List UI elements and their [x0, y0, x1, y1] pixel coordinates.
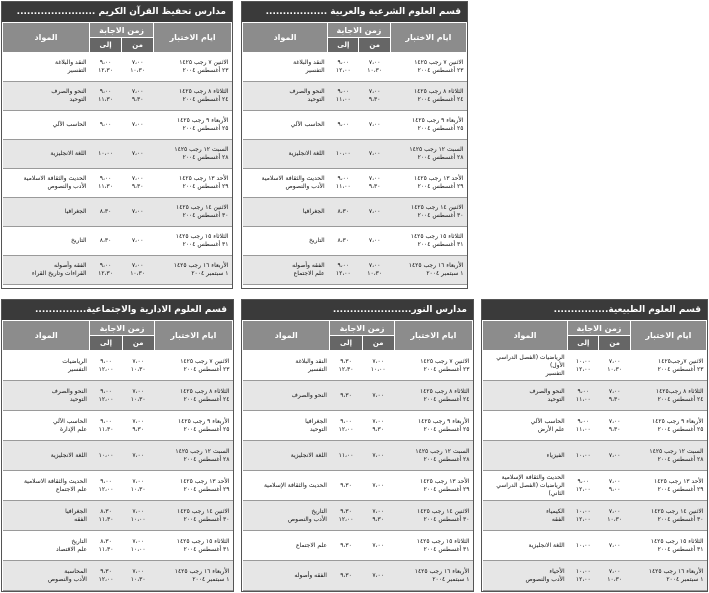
start-time-cell: ٧،٠٠ ٩،٠٠ [599, 471, 630, 501]
end-time-cell: ٩،٣٠ ١٢،٠٠ [330, 501, 362, 531]
exam-day-cell: السبت ١٢ رجب ١٤٢٥ ٢٨ أغسطس ٢٠٠٤ [154, 140, 232, 169]
end-time-cell: ٩،٠٠ ١١،٠٠ [568, 381, 599, 411]
subject-cell: النحو والصرف التوحيد [483, 381, 568, 411]
exam-day-cell: الأحد ١٣ رجب ١٤٢٥ ٢٩ أغسطس ٢٠٠٤ [394, 471, 472, 501]
subject-cell: اللغة الانجليزية [483, 531, 568, 561]
end-time-cell: ٩،٠٠ ١٢،٠٠ [90, 381, 122, 411]
subject-cell: علم الاجتماع [243, 531, 330, 561]
panel-natural-sciences [481, 299, 708, 592]
start-time-cell: ٧،٠٠ [599, 531, 630, 561]
start-time-cell: ٧،٠٠ ١٠،٣٠ [122, 53, 154, 82]
subject-cell: اللغة الانجليزية [3, 140, 90, 169]
table-row [483, 501, 707, 531]
table-row [243, 53, 467, 82]
from-header: من [122, 38, 154, 53]
end-time-cell: ٨،٣٠ ١١،٣٠ [90, 501, 122, 531]
end-time-cell: ٩،٠٠ ١١،٠٠ [328, 169, 359, 198]
subjects-header: المواد [243, 23, 328, 53]
start-time-cell: ٧،٠٠ ٩،٣٠ [359, 169, 390, 198]
start-time-cell: ٧،٠٠ ٩،٣٠ [122, 411, 154, 441]
subject-cell: الفيزياء [483, 441, 568, 471]
from-header: من [599, 336, 630, 351]
exam-day-cell: الاثنين ٧ رجب ١٤٢٥ ٢٣ أغسطس ٢٠٠٤ [390, 53, 466, 82]
days-header: ايام الاختبار [154, 321, 232, 351]
subject-cell: الحديث والثقافة الاسلامية علم الاجتماع [3, 471, 90, 501]
exam-day-cell: الثلاثاء ٨ رجب١٤٢٥ ٢٤ أغسطس ٢٠٠٤ [630, 381, 706, 411]
end-time-cell: ٨،٣٠ [328, 227, 359, 256]
end-time-cell: ١٠،٠٠ ١٢،٠٠ [568, 351, 599, 381]
start-time-cell: ٧،٠٠ ١٠،٠٠ [122, 531, 154, 561]
start-time-cell: ٧،٠٠ ١٠،٣٠ [359, 256, 390, 285]
panel-title: قسم العلوم الشرعية والعربية .................. [242, 2, 467, 22]
table-row [3, 501, 233, 531]
start-time-cell: ٧،٠٠ [599, 441, 630, 471]
table-row [243, 561, 473, 591]
schedule-table [2, 22, 232, 285]
start-time-cell: ٧،٠٠ [362, 381, 394, 411]
table-row [3, 411, 233, 441]
start-time-cell: ٧،٠٠ [359, 140, 390, 169]
end-time-cell: ١٠،٠٠ [328, 140, 359, 169]
to-header: إلى [330, 336, 362, 351]
subject-cell: الفقه وأصوله علم الاجتماع [243, 256, 328, 285]
start-time-cell: ٧،٠٠ [122, 198, 154, 227]
subject-cell: النحو والصرف التوحيد [243, 82, 328, 111]
exam-day-cell: السبت ١٢ رجب ١٤٢٥ ٢٨ أغسطس ٢٠٠٤ [394, 441, 472, 471]
panel-title: قسم العلوم الطبيعية................ [482, 300, 707, 320]
exam-day-cell: الأربعاء ١٦ رجب ١٤٢٥ ١ سبتمبر ٢٠٠٤ [154, 256, 232, 285]
start-time-cell: ٧،٠٠ ٩،٣٠ [599, 411, 630, 441]
exam-day-cell: الاثنين ١٤ رجب ١٤٢٥ ٣٠ أغسطس ٢٠٠٤ [390, 198, 466, 227]
subject-cell: الأحياء الأدب والنصوص [483, 561, 568, 591]
subject-cell: الكيمياء الفقه [483, 501, 568, 531]
time-header: زمن الاجابة [90, 321, 154, 336]
table-row [483, 471, 707, 501]
exam-day-cell: الثلاثاء ١٥ رجب ١٤٢٥ ٣١ أغسطس ٢٠٠٤ [154, 531, 232, 561]
end-time-cell: ٩،٠٠ ١٢،٠٠ [328, 53, 359, 82]
start-time-cell: ٧،٠٠ [362, 531, 394, 561]
table-row [243, 471, 473, 501]
start-time-cell: ٧،٠٠ [362, 471, 394, 501]
exam-day-cell: الاثنين ١٤ رجب ١٤٢٥ ٣٠ أغسطس ٢٠٠٤ [630, 501, 706, 531]
exam-day-cell: الاثنين ٧ رجب ١٤٢٥ ٢٣ أغسطس ٢٠٠٤ [154, 53, 232, 82]
exam-day-cell: الثلاثاء ١٥ رجب ١٤٢٥ ٣١ أغسطس ٢٠٠٤ [390, 227, 466, 256]
subject-cell: الجغرافيا الفقه [3, 501, 90, 531]
panel-title: مدارس تحفيظ القرآن الكريم ....................... [2, 2, 232, 22]
header-row [243, 23, 467, 38]
exam-day-cell: السبت ١٢ رجب ١٤٢٥ ٢٨ أغسطس ٢٠٠٤ [390, 140, 466, 169]
table-row [243, 381, 473, 411]
time-header: زمن الاجابة [568, 321, 631, 336]
table-row [3, 441, 233, 471]
table-row [243, 169, 467, 198]
panel-admin-social [1, 299, 234, 592]
schedule-table [242, 22, 467, 285]
subject-cell: الحديث والثقافة الاسلامية الأدب والنصوص [3, 169, 90, 198]
end-time-cell: ١٠،٠٠ ١٢،٠٠ [568, 501, 599, 531]
exam-day-cell: الثلاثاء ٨ رجب ١٤٢٥ ٢٤ أغسطس ٢٠٠٤ [154, 381, 232, 411]
end-time-cell: ٩،٠٠ ١٢،٠٠ [90, 471, 122, 501]
end-time-cell: ١٠،٠٠ [568, 441, 599, 471]
subject-cell: النقد والبلاغة التفسير [243, 53, 328, 82]
days-header: ايام الاختبار [154, 23, 232, 53]
exam-day-cell: الأحد ١٣ رجب ١٤٢٥ ٢٩ أغسطس ٢٠٠٤ [154, 169, 232, 198]
end-time-cell: ٩،٠٠ ١٢،٠٠ [90, 351, 122, 381]
end-time-cell: ٩،٣٠ ١٢،٠٠ [90, 561, 122, 591]
end-time-cell: ٨،٣٠ [90, 198, 122, 227]
start-time-cell: ٧،٠٠ [122, 441, 154, 471]
exam-day-cell: الثلاثاء ١٥ رجب ١٤٢٥ ٣١ أغسطس ٢٠٠٤ [630, 531, 706, 561]
subject-cell: الحاسب الآلي علم الإدارة [3, 411, 90, 441]
end-time-cell: ٨،٣٠ [90, 227, 122, 256]
end-time-cell: ٩،٣٠ [330, 471, 362, 501]
exam-day-cell: الأحد ١٣ رجب ١٤٢٥ ٢٩ أغسطس ٢٠٠٤ [390, 169, 466, 198]
to-header: إلى [328, 38, 359, 53]
end-time-cell: ٩،٠٠ ١١،٣٠ [90, 169, 122, 198]
exam-day-cell: السبت ١٢ رجب ١٤٢٥ ٢٨ أغسطس ٢٠٠٤ [630, 441, 706, 471]
start-time-cell: ٧،٠٠ ١٠،٣٠ [122, 561, 154, 591]
table-row [243, 256, 467, 285]
subject-cell: الحاسب الآلي علم الأرض [483, 411, 568, 441]
end-time-cell: ٩،٠٠ ١٢،٠٠ [330, 411, 362, 441]
time-header: زمن الاجابة [90, 23, 154, 38]
subject-cell: اللغة الانجليزية [243, 441, 330, 471]
exam-day-cell: الأربعاء ٩ رجب ١٤٢٥ ٢٥ أغسطس ٢٠٠٤ [390, 111, 466, 140]
from-header: من [122, 336, 154, 351]
end-time-cell: ٩،٣٠ [330, 381, 362, 411]
table-row [3, 169, 232, 198]
header-row [3, 23, 232, 38]
exam-day-cell: الأربعاء ٩ رجب ١٤٢٥ ٢٥ أغسطس ٢٠٠٤ [630, 411, 706, 441]
panel-title: قسم العلوم الادارية والاجتماعية............... [2, 300, 233, 320]
subject-cell: الحاسب الآلي [243, 111, 328, 140]
table-row [3, 381, 233, 411]
table-row [3, 471, 233, 501]
exam-day-cell: الثلاثاء ١٥ رجب ١٤٢٥ ٣١ أغسطس ٢٠٠٤ [394, 531, 472, 561]
start-time-cell: ٧،٠٠ [122, 111, 154, 140]
table-row [3, 351, 233, 381]
time-header: زمن الاجابة [330, 321, 394, 336]
end-time-cell: ٩،٠٠ ١٢،٠٠ [328, 256, 359, 285]
table-row [3, 198, 232, 227]
end-time-cell: ٩،٠٠ ١١،٣٠ [90, 82, 122, 111]
end-time-cell: ٩،٠٠ ١١،٣٠ [90, 411, 122, 441]
table-row [3, 227, 232, 256]
exam-day-cell: الأربعاء ٩ رجب ١٤٢٥ ٢٥ أغسطس ٢٠٠٤ [394, 411, 472, 441]
start-time-cell: ٧،٠٠ [122, 227, 154, 256]
exam-day-cell: الثلاثاء ٨ رجب ١٤٢٥ ٢٤ أغسطس ٢٠٠٤ [154, 82, 232, 111]
subject-cell: التاريخ علم الاقتصاد [3, 531, 90, 561]
subjects-header: المواد [243, 321, 330, 351]
start-time-cell: ٧،٠٠ ١٠،٣٠ [122, 256, 154, 285]
exam-day-cell: الاثنين ٧رجب١٤٢٥ ٢٣ أغسطس ٢٠٠٤ [630, 351, 706, 381]
days-header: ايام الاختبار [630, 321, 706, 351]
end-time-cell: ٨،٣٠ ١١،٣٠ [90, 531, 122, 561]
subject-cell: الجغرافيا [3, 198, 90, 227]
start-time-cell: ٧،٠٠ [359, 198, 390, 227]
panel-sharia-arabic [241, 1, 468, 289]
exam-day-cell: الأربعاء ١٦ رجب ١٤٢٥ ١ سبتمبر ٢٠٠٤ [630, 561, 706, 591]
exam-day-cell: السبت ١٢ رجب ١٤٢٥ ٢٨ أغسطس ٢٠٠٤ [154, 441, 232, 471]
table-row [243, 227, 467, 256]
start-time-cell: ٧،٠٠ ٩،٣٠ [362, 411, 394, 441]
table-row [483, 381, 707, 411]
exam-day-cell: الثلاثاء ٨ رجب ١٤٢٥ ٢٤ أغسطس ٢٠٠٤ [394, 381, 472, 411]
start-time-cell: ٧،٠٠ [362, 441, 394, 471]
end-time-cell: ٩،٠٠ ١٢،٠٠ [568, 471, 599, 501]
panel-quran-schools [1, 1, 233, 289]
subject-cell: اللغة الانجليزية [3, 441, 90, 471]
start-time-cell: ٧،٠٠ ١٠،٣٠ [122, 471, 154, 501]
schedule-table [242, 320, 473, 591]
table-row [3, 53, 232, 82]
table-row [483, 561, 707, 591]
end-time-cell: ١٠،٠٠ ١٢،٠٠ [568, 561, 599, 591]
table-row [3, 531, 233, 561]
start-time-cell: ٧،٠٠ ١٠،٠٠ [362, 351, 394, 381]
subject-cell: التاريخ [243, 227, 328, 256]
table-row [3, 140, 232, 169]
subject-cell: الرياضيات (الفصل الدراسي الأول) التفسير [483, 351, 568, 381]
start-time-cell: ٧،٠٠ ٩،٣٠ [359, 82, 390, 111]
table-row [3, 561, 233, 591]
subject-cell: النحو والصرف [243, 381, 330, 411]
to-header: إلى [568, 336, 599, 351]
schedule-table [482, 320, 707, 591]
exam-day-cell: الأربعاء ١٦ رجب ١٤٢٥ ١ سبتمبر ٢٠٠٤ [154, 561, 232, 591]
end-time-cell: ١٠،٠٠ [90, 441, 122, 471]
end-time-cell: ٩،٣٠ [330, 561, 362, 591]
from-header: من [362, 336, 394, 351]
days-header: ايام الاختبار [390, 23, 466, 53]
to-header: إلى [90, 38, 122, 53]
start-time-cell: ٧،٠٠ ١٠،٣٠ [599, 351, 630, 381]
to-header: إلى [90, 336, 122, 351]
exam-day-cell: الأربعاء ١٦ رجب ١٤٢٥ ١ سبتمبر ٢٠٠٤ [390, 256, 466, 285]
end-time-cell: ٩،٣٠ [330, 531, 362, 561]
exam-day-cell: الأحد ١٣ رجب ١٤٢٥ ٢٩ أغسطس ٢٠٠٤ [154, 471, 232, 501]
panel-title: مدارس النور....................... [242, 300, 473, 320]
exam-day-cell: الاثنين ١٤ رجب ١٤٢٥ ٣٠ أغسطس ٢٠٠٤ [154, 198, 232, 227]
subjects-header: المواد [483, 321, 568, 351]
start-time-cell: ٧،٠٠ ١٠،٠٠ [122, 501, 154, 531]
subject-cell: الحديث والثقافة الإسلامية الرياضيات (الفصل الدراسي الثاني) [483, 471, 568, 501]
end-time-cell: ٩،٠٠ ١١،٠٠ [568, 411, 599, 441]
subject-cell: الحديث والثقافة الاسلامية الأدب والنصوص [243, 169, 328, 198]
end-time-cell: ٩،٠٠ ١١،٠٠ [328, 82, 359, 111]
header-row [483, 321, 707, 336]
from-header: من [359, 38, 390, 53]
exam-day-cell: الأحد ١٣ رجب ١٤٢٥ ٢٩ أغسطس ٢٠٠٤ [630, 471, 706, 501]
start-time-cell: ٧،٠٠ [122, 140, 154, 169]
end-time-cell: ٩،٣٠ ١٢،٣٠ [330, 351, 362, 381]
table-row [243, 411, 473, 441]
subject-cell: النحو والصرف التوحيد [3, 381, 90, 411]
table-row [3, 256, 232, 285]
table-row [243, 501, 473, 531]
subject-cell: النقد والبلاغة التفسير [243, 351, 330, 381]
end-time-cell: ٩،٠٠ [328, 111, 359, 140]
start-time-cell: ٧،٠٠ ١٠،٣٠ [122, 381, 154, 411]
time-header: زمن الاجابة [328, 23, 391, 38]
subject-cell: التاريخ الأدب والنصوص [243, 501, 330, 531]
subject-cell: الجغرافيا [243, 198, 328, 227]
table-row [243, 82, 467, 111]
subject-cell: النحو والصرف التوحيد [3, 82, 90, 111]
end-time-cell: ١٠،٠٠ [568, 531, 599, 561]
start-time-cell: ٧،٠٠ ٩،٣٠ [122, 82, 154, 111]
subject-cell: الفقه وأصوله [243, 561, 330, 591]
start-time-cell: ٧،٠٠ ٩،٣٠ [362, 501, 394, 531]
exam-day-cell: الثلاثاء ١٥ رجب ١٤٢٥ ٣١ أغسطس ٢٠٠٤ [154, 227, 232, 256]
subject-cell: المحاسبة الأدب والنصوص [3, 561, 90, 591]
schedule-table [2, 320, 233, 591]
start-time-cell: ٧،٠٠ [359, 111, 390, 140]
end-time-cell: ٨،٣٠ [328, 198, 359, 227]
end-time-cell: ١١،٠٠ [330, 441, 362, 471]
table-row [3, 111, 232, 140]
start-time-cell: ٧،٠٠ ١٠،٣٠ [122, 351, 154, 381]
table-row [243, 531, 473, 561]
start-time-cell: ٧،٠٠ [359, 227, 390, 256]
exam-day-cell: الأربعاء ٩ رجب ١٤٢٥ ٢٥ أغسطس ٢٠٠٤ [154, 411, 232, 441]
end-time-cell: ٩،٠٠ [90, 111, 122, 140]
table-row [483, 531, 707, 561]
exam-day-cell: الاثنين ٧ رجب ١٤٢٥ ٢٣ أغسطس ٢٠٠٤ [394, 351, 472, 381]
subjects-header: المواد [3, 23, 90, 53]
subject-cell: النقد والبلاغة التفسير [3, 53, 90, 82]
table-row [243, 198, 467, 227]
table-row [483, 441, 707, 471]
subject-cell: الفقه وأصوله القراءات وتاريخ القراء [3, 256, 90, 285]
table-row [243, 441, 473, 471]
exam-day-cell: الأربعاء ١٦ رجب ١٤٢٥ ١ سبتمبر ٢٠٠٤ [394, 561, 472, 591]
start-time-cell: ٧،٠٠ [362, 561, 394, 591]
exam-day-cell: الاثنين ١٤ رجب ١٤٢٥ ٣٠ أغسطس ٢٠٠٤ [394, 501, 472, 531]
table-row [483, 351, 707, 381]
start-time-cell: ٧،٠٠ ١٠،٣٠ [599, 501, 630, 531]
table-row [483, 411, 707, 441]
start-time-cell: ٧،٠٠ ١٠،٣٠ [359, 53, 390, 82]
subject-cell: الجغرافيا التوحيد [243, 411, 330, 441]
end-time-cell: ٩،٠٠ ١٢،٣٠ [90, 256, 122, 285]
end-time-cell: ٩،٠٠ ١٢،٣٠ [90, 53, 122, 82]
subject-cell: الحديث والثقافة الإسلامية [243, 471, 330, 501]
end-time-cell: ١٠،٠٠ [90, 140, 122, 169]
table-row [243, 140, 467, 169]
exam-day-cell: الاثنين ٧ رجب ١٤٢٥ ٢٣ أغسطس ٢٠٠٤ [154, 351, 232, 381]
subjects-header: المواد [3, 321, 90, 351]
header-row [243, 321, 473, 336]
subject-cell: اللغة الانجليزية [243, 140, 328, 169]
subject-cell: التاريخ [3, 227, 90, 256]
exam-day-cell: الأربعاء ٩ رجب ١٤٢٥ ٢٥ أغسطس ٢٠٠٤ [154, 111, 232, 140]
subject-cell: الحاسب الآلي [3, 111, 90, 140]
subject-cell: الرياضيات التفسير [3, 351, 90, 381]
start-time-cell: ٧،٠٠ ٩،٣٠ [599, 381, 630, 411]
table-row [3, 82, 232, 111]
header-row [3, 321, 233, 336]
panel-noor-schools [241, 299, 474, 592]
start-time-cell: ٧،٠٠ ١٠،٣٠ [599, 561, 630, 591]
exam-day-cell: الثلاثاء ٨ رجب ١٤٢٥ ٢٤ أغسطس ٢٠٠٤ [390, 82, 466, 111]
table-row [243, 351, 473, 381]
exam-day-cell: الاثنين ١٤ رجب ١٤٢٥ ٣٠ أغسطس ٢٠٠٤ [154, 501, 232, 531]
table-row [243, 111, 467, 140]
days-header: ايام الاختبار [394, 321, 472, 351]
start-time-cell: ٧،٠٠ ٩،٣٠ [122, 169, 154, 198]
